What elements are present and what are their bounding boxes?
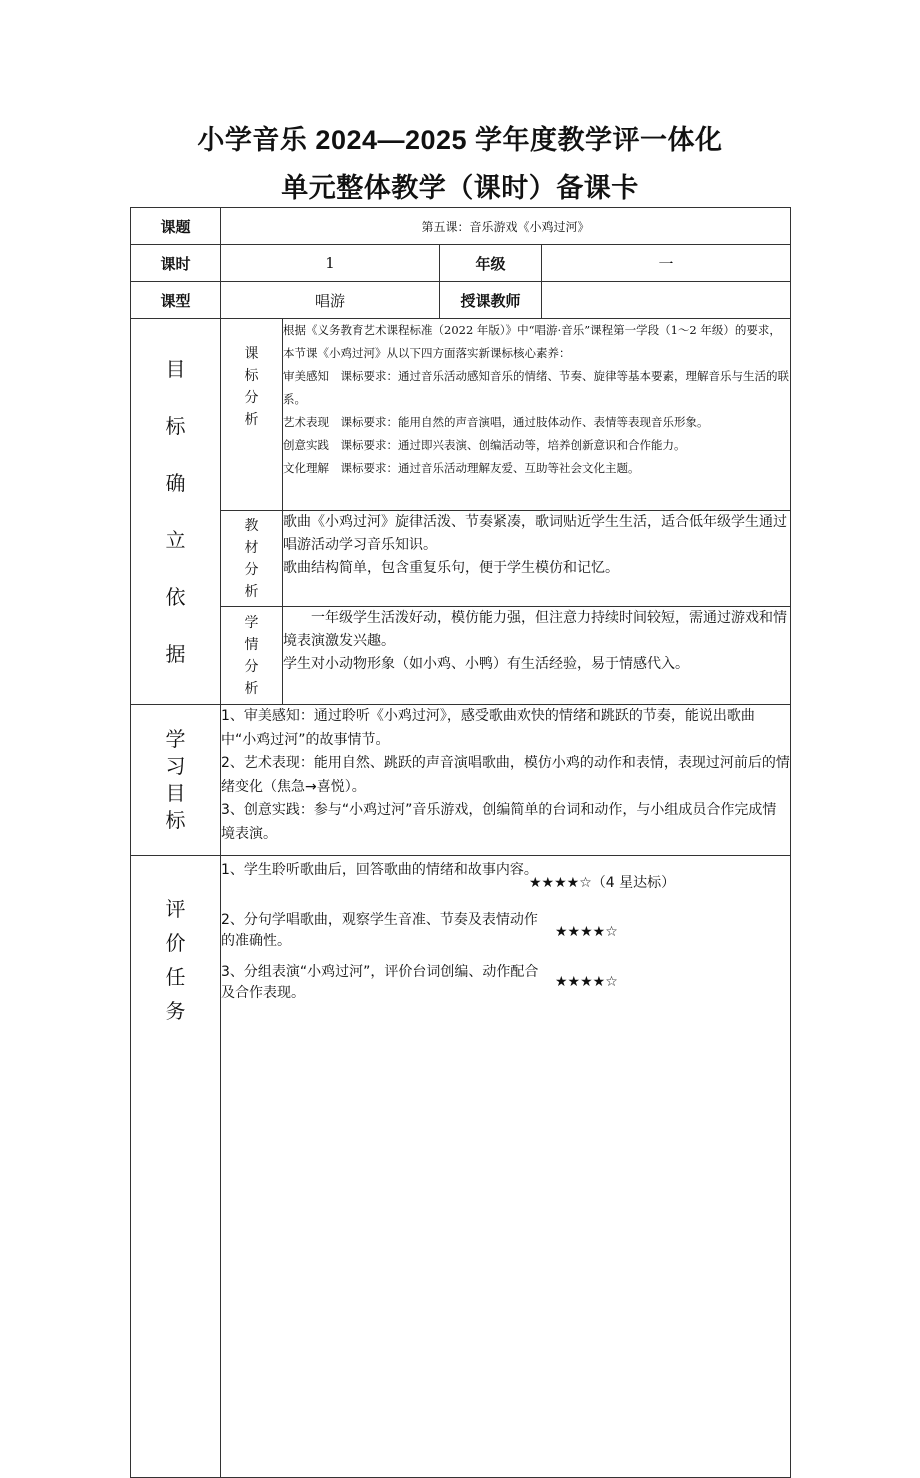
curriculum-label-char: 分 <box>244 390 259 406</box>
goals-label-char: 学 <box>165 727 186 751</box>
period-value: 1 <box>221 245 440 282</box>
material-label-char: 分 <box>244 561 259 578</box>
students-paragraph: 学生对小动物形象（如小鸡、小鸭）有生活经验，易于情感代入。 <box>283 656 689 672</box>
goal-item: 2、艺术表现：能用自然、跳跃的声音演唱歌曲，模仿小鸡的动作和表情，表现过河前后的情绪变化（焦急→喜悦）。 <box>221 755 790 795</box>
basis-label-char: 标 <box>165 413 186 438</box>
period-label: 课时 <box>131 245 221 282</box>
material-label <box>221 511 283 607</box>
goals-label-char: 习 <box>165 754 186 778</box>
students-label-char: 学 <box>244 614 259 631</box>
curriculum-paragraph: 文化理解 课标要求：通过音乐活动理解友爱、互助等社会文化主题。 <box>283 461 640 475</box>
topic-value: 第五课：音乐游戏《小鸡过河》 <box>221 208 791 245</box>
evaluation-item: 3、分组表演“小鸡过河”，评价台词创编、动作配合及合作表现。 <box>221 964 539 1001</box>
page-title-line1: 小学音乐 2024—2025 学年度教学评一体化 <box>197 125 723 155</box>
basis-label-char: 目 <box>165 356 186 381</box>
evaluation-item: 2、分句学唱歌曲，观察学生音准、节奏及表情动作的准确性。 <box>221 912 538 949</box>
evaluation-stars: ★★★★☆ <box>555 924 618 940</box>
teacher-label: 授课教师 <box>440 282 542 319</box>
material-label-char: 析 <box>244 583 259 600</box>
page-title-line2: 单元整体教学（课时）备课卡 <box>281 173 639 203</box>
type-label: 课型 <box>131 282 221 319</box>
curriculum-analysis <box>283 319 791 511</box>
students-analysis <box>283 607 791 705</box>
basis-label-char: 确 <box>165 470 186 495</box>
goals-label-char: 标 <box>165 808 186 832</box>
basis-label <box>131 319 221 705</box>
basis-label-char: 据 <box>165 641 186 666</box>
curriculum-label-char: 课 <box>244 346 259 362</box>
curriculum-paragraph: 审美感知 课标要求：通过音乐活动感知音乐的情绪、节奏、旋律等基本要素，理解音乐与生活的联系。 <box>283 369 789 406</box>
evaluation-label-char: 任 <box>165 965 186 989</box>
students-label <box>221 607 283 705</box>
curriculum-paragraph: 根据《义务教育艺术课程标准（2022 年版）》中“唱游·音乐”课程第一学段（1～2 年级）的要求，本节课《小鸡过河》从以下四方面落实新课标核心素养： <box>283 323 781 360</box>
curriculum-label-char: 析 <box>244 412 259 428</box>
curriculum-label <box>221 319 283 511</box>
material-label-char: 材 <box>244 539 259 556</box>
teacher-value <box>542 282 791 319</box>
curriculum-paragraph: 艺术表现 课标要求：能用自然的声音演唱，通过肢体动作、表情等表现音乐形象。 <box>283 415 709 429</box>
goals-label-char: 目 <box>165 781 186 805</box>
basis-label-char: 立 <box>165 527 186 552</box>
curriculum-label-char: 标 <box>244 368 259 384</box>
students-label-char: 分 <box>244 658 259 675</box>
students-paragraph: 一年级学生活泼好动，模仿能力强，但注意力持续时间较短，需通过游戏和情境表演激发兴趣。 <box>283 610 787 649</box>
goals-label <box>131 705 221 856</box>
material-analysis <box>283 511 791 607</box>
goal-item: 3、创意实践：参与“小鸡过河”音乐游戏，创编简单的台词和动作，与小组成员合作完成情境表演。 <box>221 802 777 842</box>
evaluation-stars: ★★★★☆（4 星达标） <box>529 875 676 891</box>
students-label-char: 情 <box>244 636 259 653</box>
material-label-char: 教 <box>244 517 259 534</box>
basis-label-char: 依 <box>165 584 186 609</box>
students-label-char: 析 <box>244 680 259 697</box>
evaluation-label <box>131 856 221 1478</box>
evaluation-label-char: 务 <box>165 999 186 1023</box>
evaluation-label-char: 评 <box>165 897 186 921</box>
evaluation-stars: ★★★★☆ <box>555 974 618 990</box>
curriculum-paragraph: 创意实践 课标要求：通过即兴表演、创编活动等，培养创新意识和合作能力。 <box>283 438 686 452</box>
type-value: 唱游 <box>221 282 440 319</box>
evaluation-label-char: 价 <box>165 931 186 955</box>
learning-goals <box>221 705 791 856</box>
goal-item: 1、审美感知：通过聆听《小鸡过河》，感受歌曲欢快的情绪和跳跃的节奏，能说出歌曲中“小鸡过河”的故事情节。 <box>221 708 755 748</box>
evaluation-tasks <box>221 856 791 1478</box>
topic-label: 课题 <box>131 208 221 245</box>
material-paragraph: 歌曲《小鸡过河》旋律活泼、节奏紧凑，歌词贴近学生生活，适合低年级学生通过唱游活动学习音乐知识。 <box>283 514 787 553</box>
grade-label: 年级 <box>440 245 542 282</box>
material-paragraph: 歌曲结构简单，包含重复乐句，便于学生模仿和记忆。 <box>283 560 619 576</box>
evaluation-item: 1、学生聆听歌曲后，回答歌曲的情绪和故事内容。 <box>221 862 538 878</box>
lesson-plan-table <box>130 207 791 1478</box>
grade-value: 一 <box>542 245 791 282</box>
